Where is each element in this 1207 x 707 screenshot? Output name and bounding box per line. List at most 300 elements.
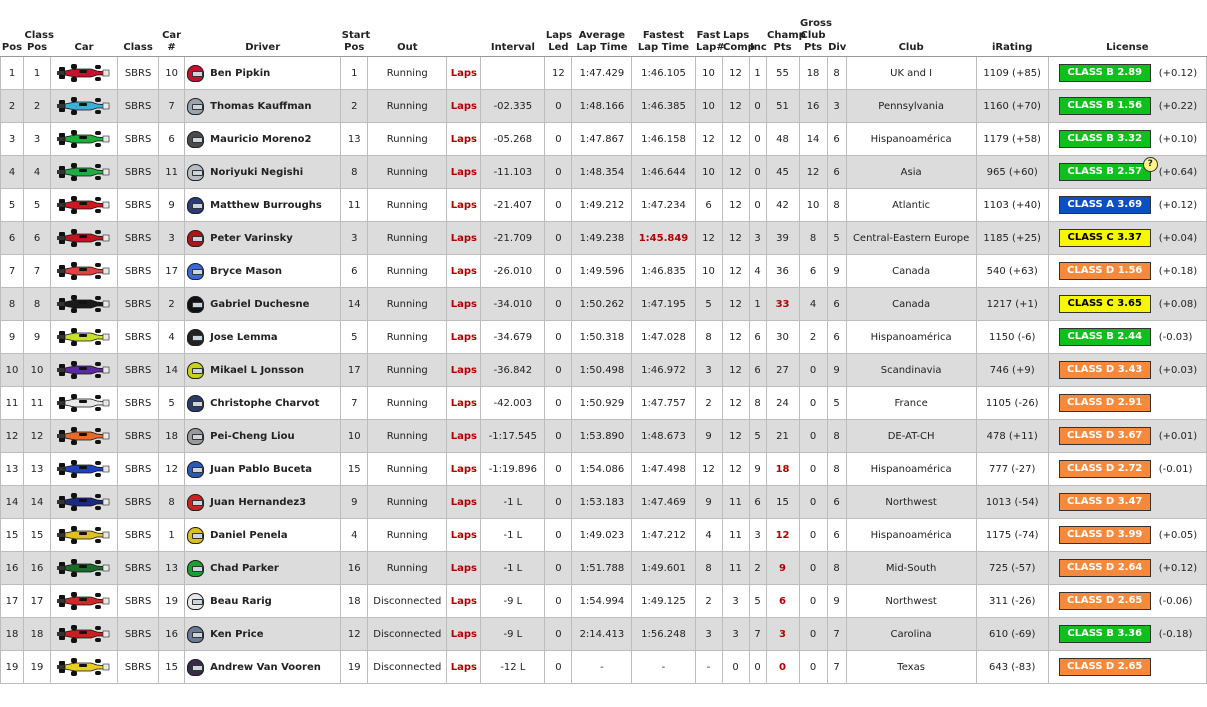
laps-link-cell[interactable]	[447, 222, 481, 255]
class-cell: SBRS	[118, 651, 159, 684]
club-pts-cell: 0	[799, 552, 827, 585]
pos-cell: 6	[1, 222, 24, 255]
helmet-icon	[187, 329, 204, 346]
start-pos-cell: 8	[341, 156, 368, 189]
car-cell[interactable]	[51, 651, 118, 684]
pos-cell: 2	[1, 90, 24, 123]
laps-comp-cell: 12	[722, 189, 749, 222]
helmet-icon	[187, 428, 204, 445]
driver-cell[interactable]	[185, 189, 341, 222]
inc-cell: 2	[749, 552, 766, 585]
license-change: (+0.12)	[1158, 67, 1198, 79]
irating-cell: 311 (-26)	[976, 585, 1048, 618]
car-number-cell: 19	[159, 585, 185, 618]
table-row	[1, 288, 1207, 321]
inc-cell: 4	[749, 255, 766, 288]
fastest-lap-cell	[632, 222, 695, 255]
driver-cell[interactable]	[185, 123, 341, 156]
car-number-cell: 5	[159, 387, 185, 420]
laps-link-cell[interactable]	[447, 156, 481, 189]
driver-cell[interactable]	[185, 618, 341, 651]
pos-cell: 15	[1, 519, 24, 552]
fast-lap-number-cell: 2	[695, 585, 722, 618]
start-pos-cell: 17	[341, 354, 368, 387]
div-cell: 5	[827, 387, 846, 420]
laps-link[interactable]: Laps	[450, 364, 477, 376]
table-row	[1, 354, 1207, 387]
driver-cell[interactable]	[185, 57, 341, 90]
license-cell	[1048, 651, 1206, 684]
car-icon	[57, 458, 111, 480]
header-driver[interactable]: Driver	[185, 0, 341, 57]
license-change: (+0.08)	[1158, 298, 1198, 310]
license-change: (-0.03)	[1158, 331, 1193, 343]
laps-link[interactable]: Laps	[450, 562, 477, 574]
helmet-icon	[187, 263, 204, 280]
license-badge: CLASS B 1.56	[1059, 97, 1151, 115]
laps-link-cell[interactable]	[447, 651, 481, 684]
fastest-lap-cell	[632, 156, 695, 189]
driver-name[interactable]: Mauricio Moreno2	[210, 133, 312, 145]
div-cell: 8	[827, 420, 846, 453]
champ-pts-cell	[766, 288, 799, 321]
fast-lap-number-cell: 10	[695, 57, 722, 90]
start-pos-cell: 19	[341, 651, 368, 684]
class-pos-cell: 2	[24, 90, 51, 123]
laps-led-cell: 0	[545, 156, 572, 189]
driver-name[interactable]: Peter Varinsky	[210, 232, 293, 244]
driver-name[interactable]: Andrew Van Vooren	[210, 661, 321, 673]
driver-cell[interactable]	[185, 222, 341, 255]
fast-lap-number-cell: 4	[695, 519, 722, 552]
club-cell: DE-AT-CH	[846, 420, 976, 453]
header-champ-pts[interactable]: Champ Pts	[766, 0, 799, 57]
club-pts-cell: 0	[799, 585, 827, 618]
irating-cell: 478 (+11)	[976, 420, 1048, 453]
out-cell: Running	[368, 387, 447, 420]
driver-cell[interactable]	[185, 585, 341, 618]
car-icon	[57, 293, 111, 315]
pos-cell: 17	[1, 585, 24, 618]
inc-cell: 0	[749, 651, 766, 684]
license-cell	[1048, 57, 1206, 90]
laps-comp-cell: 12	[722, 90, 749, 123]
champ-pts-cell	[766, 90, 799, 123]
laps-link[interactable]: Laps	[450, 166, 477, 178]
driver-name[interactable]: Thomas Kauffman	[210, 100, 312, 112]
car-cell[interactable]	[51, 486, 118, 519]
driver-name[interactable]: Gabriel Duchesne	[210, 298, 310, 310]
fastest-lap-cell	[632, 420, 695, 453]
start-pos-cell: 12	[341, 618, 368, 651]
header-irating[interactable]: iRating	[976, 0, 1048, 57]
header-fast-lap-number[interactable]: Fast Lap#	[695, 0, 722, 57]
header-average-lap[interactable]: Average Lap Time	[572, 0, 632, 57]
driver-name[interactable]: Pei-Cheng Liou	[210, 430, 295, 442]
help-icon[interactable]: ?	[1143, 157, 1158, 172]
table-header	[1, 0, 1207, 57]
car-cell[interactable]	[51, 453, 118, 486]
header-class[interactable]: Class	[118, 0, 159, 57]
fastest-lap-value: 1:45.849	[638, 232, 689, 244]
car-cell[interactable]	[51, 519, 118, 552]
car-cell[interactable]	[51, 255, 118, 288]
laps-link[interactable]: Laps	[450, 595, 477, 607]
champ-pts-cell	[766, 321, 799, 354]
inc-cell: 6	[749, 354, 766, 387]
car-number-cell: 3	[159, 222, 185, 255]
driver-name[interactable]: Juan Pablo Buceta	[210, 463, 313, 475]
driver-name[interactable]: Matthew Burroughs	[210, 199, 322, 211]
driver-name[interactable]: Christophe Charvot	[210, 397, 320, 409]
car-icon	[57, 128, 111, 150]
car-cell[interactable]	[51, 222, 118, 255]
club-pts-cell: 0	[799, 519, 827, 552]
fastest-lap-cell	[632, 486, 695, 519]
header-car-number[interactable]: Car #	[159, 0, 185, 57]
table-row	[1, 552, 1207, 585]
driver-cell[interactable]	[185, 420, 341, 453]
inc-cell: 0	[749, 123, 766, 156]
driver-cell[interactable]	[185, 90, 341, 123]
car-cell[interactable]	[51, 57, 118, 90]
laps-link[interactable]: Laps	[450, 430, 477, 442]
laps-link[interactable]: Laps	[450, 496, 477, 508]
helmet-icon	[187, 626, 204, 643]
header-interval[interactable]: Interval	[481, 0, 545, 57]
interval-cell: -12 L	[481, 651, 545, 684]
driver-name[interactable]: Chad Parker	[210, 562, 279, 574]
car-icon	[57, 326, 111, 348]
out-cell: Running	[368, 90, 447, 123]
license-cell	[1048, 90, 1206, 123]
class-pos-cell: 12	[24, 420, 51, 453]
driver-name[interactable]: Ken Price	[210, 628, 264, 640]
laps-link-cell[interactable]	[447, 123, 481, 156]
laps-link[interactable]: Laps	[450, 199, 477, 211]
car-number-cell: 15	[159, 651, 185, 684]
out-cell: Running	[368, 57, 447, 90]
header-inc[interactable]: Inc	[749, 0, 766, 57]
fastest-lap-cell	[632, 552, 695, 585]
license-change: (+0.18)	[1158, 265, 1198, 277]
car-cell[interactable]	[51, 387, 118, 420]
class-pos-cell: 17	[24, 585, 51, 618]
class-pos-cell: 3	[24, 123, 51, 156]
laps-link[interactable]: Laps	[450, 100, 477, 112]
avg-lap-cell: 1:50.262	[572, 288, 632, 321]
header-laps-link	[447, 0, 481, 57]
club-cell: Pennsylvania	[846, 90, 976, 123]
header-class-pos[interactable]: Class Pos	[24, 0, 51, 57]
laps-link-cell[interactable]	[447, 585, 481, 618]
out-cell: Running	[368, 222, 447, 255]
header-fastest-lap[interactable]: Fastest Lap Time	[632, 0, 695, 57]
car-cell[interactable]	[51, 552, 118, 585]
car-cell[interactable]	[51, 618, 118, 651]
header-laps-led[interactable]: Laps Led	[545, 0, 572, 57]
interval-cell	[481, 57, 545, 90]
laps-link[interactable]: Laps	[450, 529, 477, 541]
fastest-lap-cell	[632, 453, 695, 486]
laps-link[interactable]: Laps	[450, 661, 477, 673]
out-cell: Disconnected	[368, 651, 447, 684]
license-badge: CLASS D 3.43	[1059, 361, 1151, 379]
table-row	[1, 156, 1207, 189]
fastest-lap-cell	[632, 387, 695, 420]
class-cell: SBRS	[118, 552, 159, 585]
avg-lap-cell: 1:47.429	[572, 57, 632, 90]
laps-link[interactable]: Laps	[450, 628, 477, 640]
driver-name[interactable]: Juan Hernandez3	[210, 496, 307, 508]
pos-cell: 3	[1, 123, 24, 156]
car-cell[interactable]	[51, 288, 118, 321]
champ-pts-value: 12	[775, 529, 790, 541]
fast-lap-number-cell: 6	[695, 189, 722, 222]
div-cell: 8	[827, 57, 846, 90]
driver-name[interactable]: Noriyuki Negishi	[210, 166, 304, 178]
start-pos-cell: 16	[341, 552, 368, 585]
irating-cell: 1150 (-6)	[976, 321, 1048, 354]
avg-lap-cell: 1:51.788	[572, 552, 632, 585]
champ-pts-cell	[766, 420, 799, 453]
laps-comp-cell: 11	[722, 552, 749, 585]
fast-lap-number-cell: 5	[695, 288, 722, 321]
laps-link-cell[interactable]	[447, 57, 481, 90]
driver-name[interactable]: Ben Pipkin	[210, 67, 271, 79]
avg-lap-cell: 1:50.929	[572, 387, 632, 420]
laps-link-cell[interactable]	[447, 486, 481, 519]
car-number-cell: 4	[159, 321, 185, 354]
fast-lap-number-cell: 3	[695, 618, 722, 651]
laps-led-cell: 0	[545, 420, 572, 453]
laps-link[interactable]: Laps	[450, 67, 477, 79]
header-div[interactable]: Div	[827, 0, 846, 57]
interval-cell: -9 L	[481, 585, 545, 618]
laps-link[interactable]: Laps	[450, 265, 477, 277]
pos-cell: 13	[1, 453, 24, 486]
fast-lap-number-cell: 8	[695, 321, 722, 354]
fast-lap-number-cell: 9	[695, 486, 722, 519]
header-pos[interactable]: Pos	[1, 0, 24, 57]
avg-lap-cell: 1:49.238	[572, 222, 632, 255]
license-cell	[1048, 354, 1206, 387]
driver-cell[interactable]	[185, 486, 341, 519]
club-cell: Asia	[846, 156, 976, 189]
laps-comp-cell: 12	[722, 321, 749, 354]
club-pts-cell: 0	[799, 387, 827, 420]
license-change: (+0.10)	[1158, 133, 1198, 145]
table-row	[1, 420, 1207, 453]
table-row	[1, 90, 1207, 123]
car-cell[interactable]	[51, 90, 118, 123]
class-pos-cell: 13	[24, 453, 51, 486]
laps-link-cell[interactable]	[447, 420, 481, 453]
laps-comp-cell: 12	[722, 156, 749, 189]
div-cell: 7	[827, 618, 846, 651]
interval-cell: -02.335	[481, 90, 545, 123]
laps-link-cell[interactable]	[447, 189, 481, 222]
class-pos-cell: 4	[24, 156, 51, 189]
license-change: (+0.12)	[1158, 562, 1198, 574]
out-cell: Running	[368, 156, 447, 189]
table-row	[1, 189, 1207, 222]
driver-name[interactable]: Bryce Mason	[210, 265, 283, 277]
irating-cell: 540 (+63)	[976, 255, 1048, 288]
class-pos-cell: 6	[24, 222, 51, 255]
table-row	[1, 519, 1207, 552]
driver-cell[interactable]	[185, 321, 341, 354]
driver-cell[interactable]	[185, 552, 341, 585]
div-cell: 3	[827, 90, 846, 123]
car-cell[interactable]	[51, 156, 118, 189]
laps-link-cell[interactable]	[447, 90, 481, 123]
car-icon	[57, 557, 111, 579]
license-cell	[1048, 123, 1206, 156]
car-icon	[57, 590, 111, 612]
laps-link-cell[interactable]	[447, 255, 481, 288]
laps-comp-cell: 3	[722, 618, 749, 651]
fast-lap-number-cell: 12	[695, 123, 722, 156]
laps-link[interactable]: Laps	[450, 133, 477, 145]
driver-cell[interactable]	[185, 453, 341, 486]
header-license[interactable]: License	[1048, 0, 1206, 57]
driver-cell[interactable]	[185, 156, 341, 189]
helmet-icon	[187, 164, 204, 181]
license-cell	[1048, 618, 1206, 651]
laps-link-cell[interactable]	[447, 387, 481, 420]
license-change: (+0.03)	[1158, 364, 1198, 376]
div-cell: 8	[827, 552, 846, 585]
laps-link-cell[interactable]	[447, 321, 481, 354]
header-laps-comp[interactable]: Laps Comp	[722, 0, 749, 57]
laps-link-cell[interactable]	[447, 288, 481, 321]
pos-cell: 8	[1, 288, 24, 321]
car-cell[interactable]	[51, 321, 118, 354]
header-club-pts[interactable]: Gross Club Pts	[799, 0, 827, 57]
laps-link-cell[interactable]	[447, 552, 481, 585]
car-cell[interactable]	[51, 189, 118, 222]
inc-cell: 5	[749, 420, 766, 453]
header-start-pos[interactable]: Start Pos	[341, 0, 368, 57]
div-cell: 9	[827, 354, 846, 387]
class-cell: SBRS	[118, 321, 159, 354]
div-cell: 8	[827, 189, 846, 222]
club-pts-cell: 12	[799, 156, 827, 189]
car-icon	[57, 392, 111, 414]
driver-cell[interactable]	[185, 255, 341, 288]
driver-cell[interactable]	[185, 354, 341, 387]
laps-led-cell: 0	[545, 288, 572, 321]
out-cell: Running	[368, 453, 447, 486]
fastest-lap-cell	[632, 255, 695, 288]
interval-cell: -36.842	[481, 354, 545, 387]
car-cell[interactable]	[51, 123, 118, 156]
champ-pts-value: 6	[779, 595, 787, 607]
fastest-lap-cell	[632, 57, 695, 90]
driver-cell[interactable]	[185, 519, 341, 552]
laps-comp-cell: 0	[722, 651, 749, 684]
car-cell[interactable]	[51, 585, 118, 618]
driver-cell[interactable]	[185, 288, 341, 321]
out-cell: Running	[368, 519, 447, 552]
driver-name[interactable]: Beau Rarig	[210, 595, 272, 607]
laps-link[interactable]: Laps	[450, 232, 477, 244]
helmet-icon	[187, 395, 204, 412]
car-cell[interactable]	[51, 354, 118, 387]
car-number-cell: 18	[159, 420, 185, 453]
champ-pts-cell	[766, 486, 799, 519]
inc-cell: 0	[749, 189, 766, 222]
license-badge: CLASS B 2.57	[1059, 163, 1151, 181]
driver-name[interactable]: Jose Lemma	[210, 331, 278, 343]
helmet-icon	[187, 593, 204, 610]
champ-pts-value: 15	[776, 496, 789, 508]
avg-lap-cell: 1:53.183	[572, 486, 632, 519]
class-cell: SBRS	[118, 156, 159, 189]
laps-link-cell[interactable]	[447, 453, 481, 486]
champ-pts-value: 0	[779, 661, 787, 673]
club-cell: UK and I	[846, 57, 976, 90]
inc-cell: 0	[749, 156, 766, 189]
irating-cell: 1185 (+25)	[976, 222, 1048, 255]
class-cell: SBRS	[118, 189, 159, 222]
driver-cell[interactable]	[185, 651, 341, 684]
class-pos-cell: 5	[24, 189, 51, 222]
laps-link-cell[interactable]	[447, 618, 481, 651]
driver-name[interactable]: Daniel Penela	[210, 529, 288, 541]
license-badge: CLASS B 2.89	[1059, 64, 1151, 82]
class-pos-cell: 10	[24, 354, 51, 387]
div-cell: 8	[827, 453, 846, 486]
avg-lap-cell: 1:54.086	[572, 453, 632, 486]
header-car[interactable]: Car	[51, 0, 118, 57]
champ-pts-value: 45	[776, 166, 789, 178]
div-cell: 6	[827, 288, 846, 321]
club-pts-cell: 6	[799, 255, 827, 288]
inc-cell: 9	[749, 453, 766, 486]
pos-cell: 18	[1, 618, 24, 651]
irating-cell: 965 (+60)	[976, 156, 1048, 189]
car-cell[interactable]	[51, 420, 118, 453]
license-badge: CLASS D 2.91	[1059, 394, 1151, 412]
div-cell: 5	[827, 222, 846, 255]
laps-led-cell: 0	[545, 453, 572, 486]
driver-name[interactable]: Mikael L Jonsson	[210, 364, 305, 376]
license-cell	[1048, 189, 1206, 222]
laps-link[interactable]: Laps	[450, 298, 477, 310]
out-cell: Running	[368, 189, 447, 222]
laps-link[interactable]: Laps	[450, 397, 477, 409]
header-out[interactable]: Out	[368, 0, 447, 57]
irating-cell: 1179 (+58)	[976, 123, 1048, 156]
car-number-cell: 2	[159, 288, 185, 321]
driver-cell[interactable]	[185, 387, 341, 420]
club-cell: Northwest	[846, 585, 976, 618]
fast-lap-number-cell: 10	[695, 255, 722, 288]
laps-link-cell[interactable]	[447, 354, 481, 387]
license-badge: CLASS D 2.65	[1059, 658, 1151, 676]
laps-link-cell[interactable]	[447, 519, 481, 552]
fastest-lap-value: 1:47.195	[641, 298, 686, 310]
laps-link[interactable]: Laps	[450, 331, 477, 343]
laps-link[interactable]: Laps	[450, 463, 477, 475]
champ-pts-cell	[766, 255, 799, 288]
inc-cell: 5	[749, 585, 766, 618]
header-club[interactable]: Club	[846, 0, 976, 57]
car-number-cell: 12	[159, 453, 185, 486]
class-cell: SBRS	[118, 354, 159, 387]
